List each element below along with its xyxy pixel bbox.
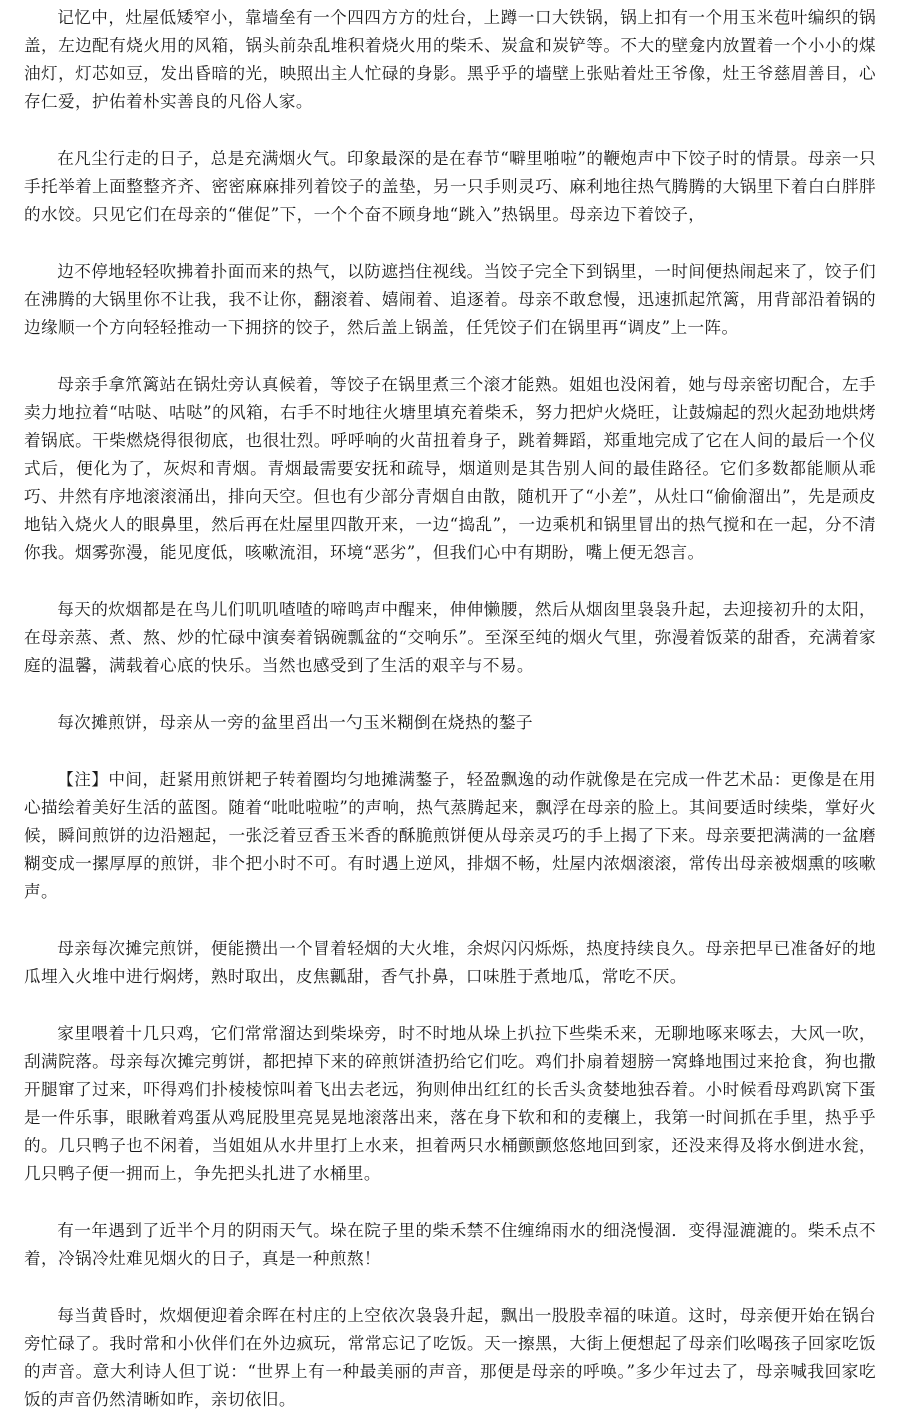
paragraph-daily-cooking-smoke: 每天的炊烟都是在鸟儿们叽叽喳喳的啼鸣声中醒来，伸伸懒腰，然后从烟囱里袅袅升起，去迎接初升的太阳，在母亲蒸、煮、熬、炒的忙碌中演奏着锅碗瓢盆的“交响乐”。至深至纯的烟火气里，弥漫着饭菜的甜香，充满着家庭的温馨，满载着心底的快乐。当然也感受到了生活的艰辛与不易。 — [24, 600, 876, 675]
paragraph-pancake-note: 【注】中间，赶紧用煎饼耙子转着圈均匀地摊满鏊子，轻盈飘逸的动作就像是在完成一件艺术品：更像是在用心描绘着美好生活的蓝图。随着“吡吡啦啦”的声响，热气蒸腾起来，飘浮在母亲的脸上。其间要适时续柴，掌好火候，瞬间煎饼的边沿翘起，一张泛着豆香玉米香的酥脆煎饼便从母亲灵巧的手上揭了下来。母亲要把满满的一盆磨糊变成一摞厚厚的煎饼，非个把小时不可。有时遇上逆风，排烟不畅，灶屋内浓烟滚滚，常传出母亲被烟熏的咳嗽声。 — [24, 770, 876, 901]
paragraph-mother-calling: 每当黄昏时，炊烟便迎着余晖在村庄的上空依次袅袅升起，飘出一股股幸福的味道。这时，母亲便开始在锅台旁忙碌了。我时常和小伙伴们在外边疯玩，常常忘记了吃饭。天一擦黑，大街上便想起了母亲们吆喝孩子回家吃饭的声音。意大利诗人但丁说：“世界上有一种最美丽的声音，那便是母亲的呼唤。”多少年过去了，母亲喊我回家吃饭的声音仍然清晰如昨，亲切依旧。 — [24, 1306, 876, 1409]
paragraph-making-pancakes-start: 每次摊煎饼，母亲从一旁的盆里舀出一勺玉米糊倒在烧热的鏊子 — [57, 713, 534, 732]
paragraph-rainy-days: 有一年遇到了近半个月的阴雨天气。垛在院子里的柴禾禁不住缠绵雨水的细浇慢涸．变得湿漉漉的。柴禾点不着，冷锅冷灶难见烟火的日子，真是一种煎熬！ — [24, 1221, 876, 1268]
paragraph-spring-festival-dumplings: 在凡尘行走的日子，总是充满烟火气。印象最深的是在春节“噼里啪啦”的鞭炮声中下饺子时的情景。母亲一只手托举着上面整整齐齐、密密麻麻排列着饺子的盖垫，另一只手则灵巧、麻利地往热气腾腾的大锅里下着白白胖胖的水饺。只见它们在母亲的“催促”下，一个个奋不顾身地“跳入”热锅里。母亲边下着饺子， — [24, 149, 876, 224]
paragraph-kitchen-description: 记忆中，灶屋低矮窄小，靠墙垒有一个四四方方的灶台，上蹲一口大铁锅，锅上扣有一个用玉米苞叶编织的锅盖，左边配有烧火用的风箱，锅头前杂乱堆积着烧火用的柴禾、炭盒和炭铲等。不大的壁龛内放置着一个小小的煤油灯，灯芯如豆，发出昏暗的光，映照出主人忙碌的身影。黑乎乎的墙壁上张贴着灶王爷像，灶王爷慈眉善目，心存仁爱，护佑着朴实善良的凡俗人家。 — [24, 8, 876, 111]
paragraph-chickens-and-ducks: 家里喂着十几只鸡，它们常常溜达到柴垛旁，时不时地从垛上扒拉下些柴禾来，无聊地啄来啄去，大风一吹，刮满院落。母亲每次摊完剪饼，都把掉下来的碎煎饼渣扔给它们吃。鸡们扑扇着翅膀一窝蜂地围过来抢食，狗也撒开腿窜了过来，吓得鸡们扑棱棱惊叫着飞出去老远，狗则伸出红红的长舌头贪婪地独吞着。小时候看母鸡趴窝下蛋是一件乐事，眼瞅着鸡蛋从鸡屁股里亮晃晃地滚落出来，落在身下软和和的麦穰上，我第一时间抓在手里，热乎乎的。几只鸭子也不闲着，当姐姐从水井里打上水来，担着两只水桶颤颤悠悠地回到家，还没来得及将水倒进水瓮，几只鸭子便一拥而上，争先把头扎进了水桶里。 — [24, 1024, 876, 1183]
paragraph-roasted-sweet-potato: 母亲每次摊完煎饼，便能攒出一个冒着轻烟的大火堆，余烬闪闪烁烁，热度持续良久。母亲把早已准备好的地瓜埋入火堆中进行焖烤，熟时取出，皮焦瓤甜，香气扑鼻，口味胜于煮地瓜，常吃不厌。 — [24, 939, 876, 986]
paragraph-boiling-dumplings: 边不停地轻轻吹拂着扑面而来的热气，以防遮挡住视线。当饺子完全下到锅里，一时间便热闹起来了，饺子们在沸腾的大锅里你不让我，我不让你，翻滚着、嬉闹着、追逐着。母亲不敢怠慢，迅速抓起笊篱，用背部沿着锅的边缘顺一个方向轻轻推动一下拥挤的饺子，然后盖上锅盖，任凭饺子们在锅里再“调皮”上一阵。 — [24, 262, 876, 337]
paragraph-bellows-and-smoke: 母亲手拿笊篱站在锅灶旁认真候着，等饺子在锅里煮三个滚才能熟。姐姐也没闲着，她与母亲密切配合，左手卖力地拉着“咕哒、咕哒”的风箱，右手不时地往火塘里填充着柴禾，努力把炉火烧旺，让鼓煽起的烈火起劲地烘烤着锅底。干柴燃烧得很彻底，也很壮烈。呼呼响的火苗扭着身子，跳着舞蹈，郑重地完成了它在人间的最后一个仪式后，便化为了，灰烬和青烟。青烟最需要安抚和疏导，烟道则是其告别人间的最佳路径。它们多数都能顺从乖巧、井然有序地滚滚涌出，排向天空。但也有少部分青烟自由散，随机开了“小差”，从灶口“偷偷溜出”，先是顽皮地钻入烧火人的眼鼻里，然后再在灶屋里四散开来，一边“捣乱”，一边乘机和锅里冒出的热气搅和在一起，分不清你我。烟雾弥漫，能见度低，咳嗽流泪，环境“恶劣”，但我们心中有期盼，嘴上便无怨言。 — [24, 375, 876, 562]
